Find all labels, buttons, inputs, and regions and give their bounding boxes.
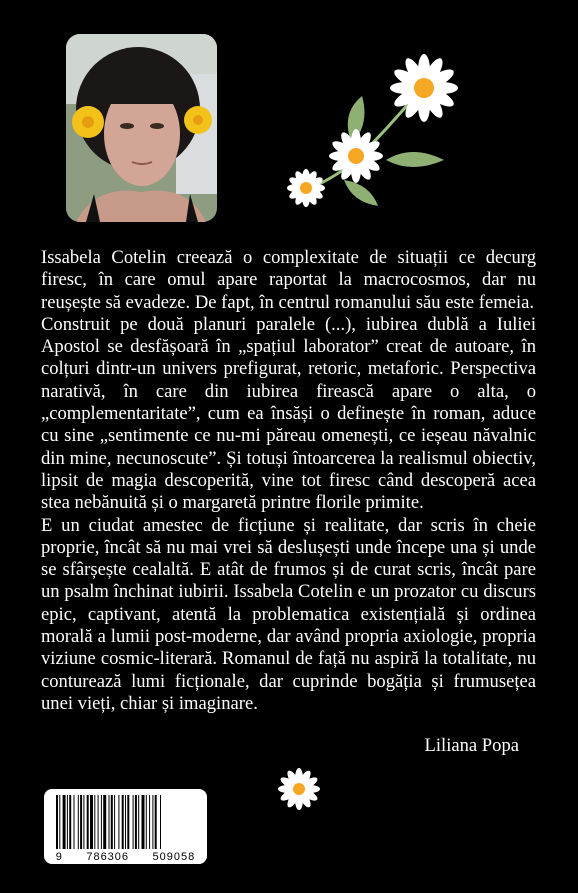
signature: Liliana Popa	[424, 735, 519, 756]
paragraph-3: E un ciudat amestec de ficțiune și realitate, dar scris în cheie proprie, încât să nu mai vrei să deslușești unde începe una și unde se sfârșește cealaltă. E atât de frumos și de curat scris, încât pare un psalm închinat iubirii. Issabela Cotelin e un prozator cu discurs epic, captivant, atentă la problematica existențială și ordinea morală a lumii post-moderne, dar având propria axiologie, propria viziune cosmic-literară. Romanul de față nu aspiră la totalitate, nu conturează lumi ficționale, dar cuprinde bogăția și frumusețea unei vieți, chiar și imaginare.	[41, 514, 536, 714]
barcode-digits-group2: 509058	[152, 851, 196, 863]
paragraph-1: Issabela Cotelin creează o complexitate de situații ce decurg firesc, în care omul apare raportat la macrocosmos, dar nu reușește să evadeze. De fapt, în centrul romanului său este femeia.	[41, 247, 536, 313]
back-cover-text	[41, 247, 536, 715]
barcode-digits	[44, 851, 207, 863]
daisy-icon	[277, 767, 321, 811]
barcode-bars	[50, 795, 201, 851]
paragraph-2: Construit pe două planuri paralele (...), iubirea dublă a Iuliei Apostol se desfășoară în „spațiul laborator” creat de autoare, în colțuri dintr-un univers prefigurat, retoric, metaforic. Perspectiva narativă, în care din iubirea firească apare o alta, o „complementaritate”, cum ea însăși o definește în roman, aduce cu sine „sentimente ce nu-mi păreau omenești, ce ieșeau năvalnic din mine, necunoscute”. Și totuși întoarcerea la realismul obiectiv, lipsit de magia descoperită, vine tot firesc când descoperă acea stea nebănuită și o margaretă printre florile primite.	[41, 313, 536, 514]
daisy-illustration	[282, 44, 482, 214]
author-photo	[66, 34, 217, 222]
barcode-digit-first: 9	[55, 851, 63, 863]
barcode-digits-group1: 786306	[86, 851, 130, 863]
isbn-barcode	[44, 789, 207, 864]
